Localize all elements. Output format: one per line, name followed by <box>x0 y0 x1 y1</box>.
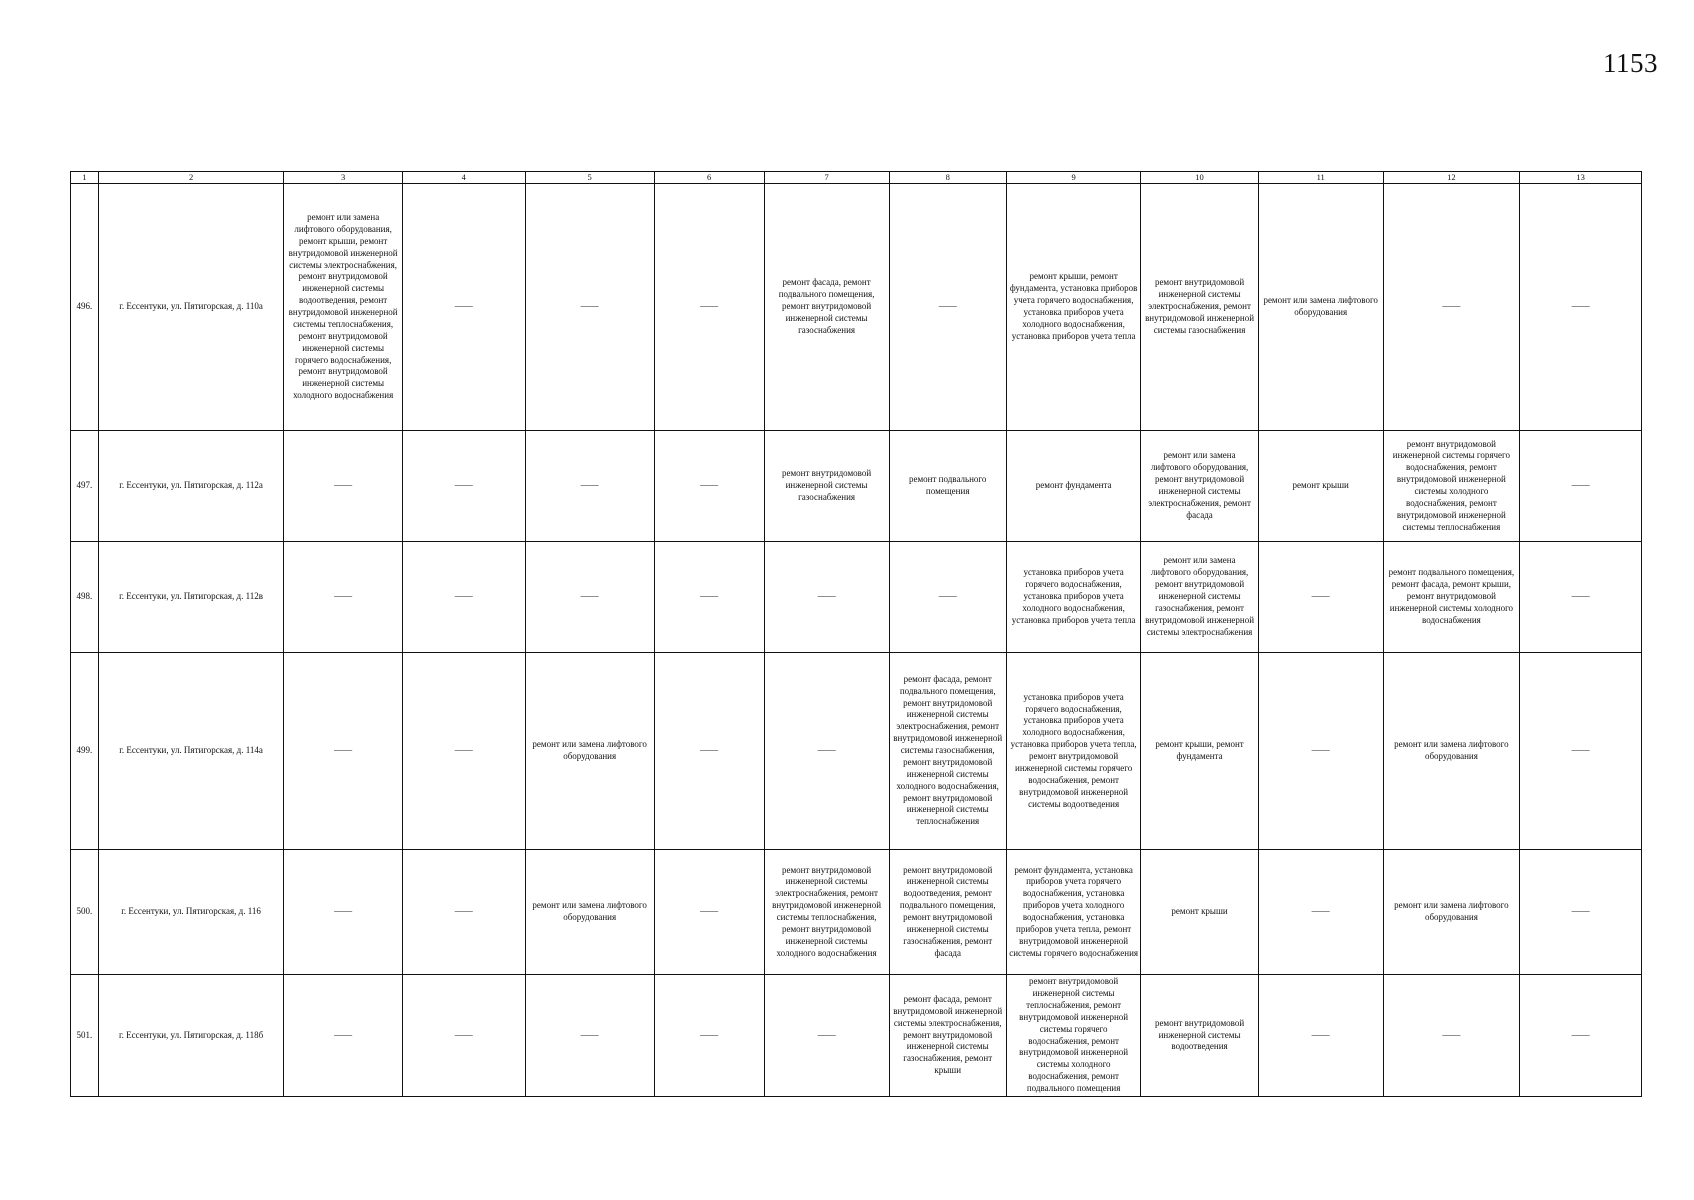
column-number-cell: 5 <box>525 172 654 184</box>
schedule-table <box>70 171 1642 1097</box>
table-row <box>71 975 1642 1097</box>
work-cell: —— <box>1520 184 1642 431</box>
table-body <box>71 172 1642 1097</box>
work-cell: ремонт или замена лифтового оборудования <box>525 653 654 850</box>
work-cell: —— <box>284 431 402 542</box>
work-cell: —— <box>1258 542 1383 653</box>
column-number-cell: 9 <box>1006 172 1140 184</box>
work-cell: ремонт фасада, ремонт внутридомовой инженерной системы электроснабжения, ремонт внутридомовой инженерной системы газоснабжения, ремонт крыши <box>889 975 1006 1097</box>
page-number: 1153 <box>1603 48 1658 78</box>
address-cell: г. Ессентуки, ул. Пятигорская, д. 118б <box>98 975 284 1097</box>
work-cell: —— <box>654 850 764 975</box>
work-cell: —— <box>402 975 525 1097</box>
work-cell: —— <box>402 850 525 975</box>
work-cell: —— <box>402 542 525 653</box>
work-cell: —— <box>1383 184 1520 431</box>
work-cell: ремонт внутридомовой инженерной системы горячего водоснабжения, ремонт внутридомовой инженерной системы холодного водоснабжения, ремонт внутридомовой инженерной системы теплоснабжения <box>1383 431 1520 542</box>
table-row <box>71 542 1642 653</box>
work-cell: —— <box>402 653 525 850</box>
work-cell: ремонт крыши, ремонт фундамента, установка приборов учета горячего водоснабжения, установка приборов учета холодного водоснабжения, установка приборов учета тепла <box>1006 184 1140 431</box>
work-cell: ремонт внутридомовой инженерной системы электроснабжения, ремонт внутридомовой инженерной системы теплоснабжения, ремонт внутридомовой инженерной системы холодного водоснабжения <box>764 850 889 975</box>
column-number-row <box>71 172 1642 184</box>
table-row <box>71 653 1642 850</box>
work-cell: ремонт или замена лифтового оборудования, ремонт внутридомовой инженерной системы электроснабжения, ремонт фасада <box>1141 431 1258 542</box>
work-cell: ремонт внутридомовой инженерной системы водоотведения <box>1141 975 1258 1097</box>
work-cell: —— <box>1520 975 1642 1097</box>
column-number-cell: 12 <box>1383 172 1520 184</box>
table-row <box>71 431 1642 542</box>
work-cell: —— <box>654 431 764 542</box>
work-cell: ремонт крыши, ремонт фундамента <box>1141 653 1258 850</box>
address-cell: г. Ессентуки, ул. Пятигорская, д. 116 <box>98 850 284 975</box>
work-cell: —— <box>402 431 525 542</box>
column-number-cell: 7 <box>764 172 889 184</box>
work-cell: —— <box>764 542 889 653</box>
work-cell: установка приборов учета горячего водоснабжения, установка приборов учета холодного водоснабжения, установка приборов учета тепла <box>1006 542 1140 653</box>
work-cell: ремонт внутридомовой инженерной системы водоотведения, ремонт подвального помещения, ремонт внутридомовой инженерной системы газоснабжения, ремонт фасада <box>889 850 1006 975</box>
work-cell: ремонт фундамента <box>1006 431 1140 542</box>
column-number-cell: 10 <box>1141 172 1258 184</box>
work-cell: ремонт крыши <box>1258 431 1383 542</box>
work-cell: ремонт или замена лифтового оборудования <box>1383 850 1520 975</box>
work-cell: —— <box>1520 431 1642 542</box>
address-cell: г. Ессентуки, ул. Пятигорская, д. 112в <box>98 542 284 653</box>
work-cell: ремонт или замена лифтового оборудования, ремонт внутридомовой инженерной системы газоснабжения, ремонт внутридомовой инженерной системы электроснабжения <box>1141 542 1258 653</box>
address-cell: г. Ессентуки, ул. Пятигорская, д. 112а <box>98 431 284 542</box>
column-number-cell: 6 <box>654 172 764 184</box>
work-cell: —— <box>1383 975 1520 1097</box>
column-number-cell: 11 <box>1258 172 1383 184</box>
work-cell: —— <box>764 975 889 1097</box>
work-cell: ремонт или замена лифтового оборудования <box>1258 184 1383 431</box>
work-cell: ремонт внутридомовой инженерной системы газоснабжения <box>764 431 889 542</box>
row-number: 499. <box>71 653 99 850</box>
work-cell: —— <box>1520 653 1642 850</box>
row-number: 498. <box>71 542 99 653</box>
work-cell: —— <box>284 653 402 850</box>
column-number-cell: 8 <box>889 172 1006 184</box>
work-cell: —— <box>889 184 1006 431</box>
work-cell: ремонт внутридомовой инженерной системы электроснабжения, ремонт внутридомовой инженерной системы газоснабжения <box>1141 184 1258 431</box>
column-number-cell: 4 <box>402 172 525 184</box>
work-cell: —— <box>525 184 654 431</box>
work-cell: —— <box>654 542 764 653</box>
work-cell: ремонт фасада, ремонт подвального помещения, ремонт внутридомовой инженерной системы электроснабжения, ремонт внутридомовой инженерной системы газоснабжения, ремонт внутридомовой инженерной системы холодного водоснабжения, ремонт внутридомовой инженерной системы теплоснабжения <box>889 653 1006 850</box>
work-cell: ремонт или замена лифтового оборудования <box>1383 653 1520 850</box>
column-number-cell: 3 <box>284 172 402 184</box>
work-cell: ремонт крыши <box>1141 850 1258 975</box>
work-cell: —— <box>525 975 654 1097</box>
work-cell: —— <box>525 431 654 542</box>
work-cell: ремонт или замена лифтового оборудования <box>525 850 654 975</box>
work-cell: —— <box>1520 542 1642 653</box>
row-number: 496. <box>71 184 99 431</box>
work-cell: —— <box>654 653 764 850</box>
work-cell: —— <box>525 542 654 653</box>
table-row <box>71 850 1642 975</box>
row-number: 497. <box>71 431 99 542</box>
column-number-cell: 2 <box>98 172 284 184</box>
table-row <box>71 184 1642 431</box>
work-cell: ремонт фасада, ремонт подвального помещения, ремонт внутридомовой инженерной системы газоснабжения <box>764 184 889 431</box>
work-cell: ремонт подвального помещения <box>889 431 1006 542</box>
work-cell: —— <box>284 975 402 1097</box>
work-cell: —— <box>284 542 402 653</box>
work-cell: —— <box>1258 975 1383 1097</box>
work-cell: ремонт фундамента, установка приборов учета горячего водоснабжения, установка приборов учета холодного водоснабжения, установка приборов учета тепла, ремонт внутридомовой инженерной системы горячего водоснабжения <box>1006 850 1140 975</box>
row-number: 501. <box>71 975 99 1097</box>
work-cell: —— <box>654 975 764 1097</box>
work-cell: —— <box>889 542 1006 653</box>
work-cell: ремонт внутридомовой инженерной системы теплоснабжения, ремонт внутридомовой инженерной системы горячего водоснабжения, ремонт внутридомовой инженерной системы холодного водоснабжения, ремонт подвального помещения <box>1006 975 1140 1097</box>
work-cell: ремонт или замена лифтового оборудования, ремонт крыши, ремонт внутридомовой инженерной системы электроснабжения, ремонт внутридомовой инженерной системы водоотведения, ремонт внутридомовой инженерной системы теплоснабжения, ремонт внутридомовой инженерной системы горячего водоснабжения, ремонт внутридомовой инженерной системы холодного водоснабжения <box>284 184 402 431</box>
column-number-cell: 13 <box>1520 172 1642 184</box>
work-cell: —— <box>654 184 764 431</box>
work-cell: установка приборов учета горячего водоснабжения, установка приборов учета холодного водоснабжения, установка приборов учета тепла, ремонт внутридомовой инженерной системы горячего водоснабжения, ремонт внутридомовой инженерной системы водоотведения <box>1006 653 1140 850</box>
column-number-cell: 1 <box>71 172 99 184</box>
address-cell: г. Ессентуки, ул. Пятигорская, д. 110а <box>98 184 284 431</box>
work-cell: —— <box>402 184 525 431</box>
work-cell: ремонт подвального помещения, ремонт фасада, ремонт крыши, ремонт внутридомовой инженерной системы холодного водоснабжения <box>1383 542 1520 653</box>
row-number: 500. <box>71 850 99 975</box>
work-cell: —— <box>1258 850 1383 975</box>
work-cell: —— <box>1258 653 1383 850</box>
work-cell: —— <box>764 653 889 850</box>
work-cell: —— <box>284 850 402 975</box>
work-cell: —— <box>1520 850 1642 975</box>
address-cell: г. Ессентуки, ул. Пятигорская, д. 114а <box>98 653 284 850</box>
